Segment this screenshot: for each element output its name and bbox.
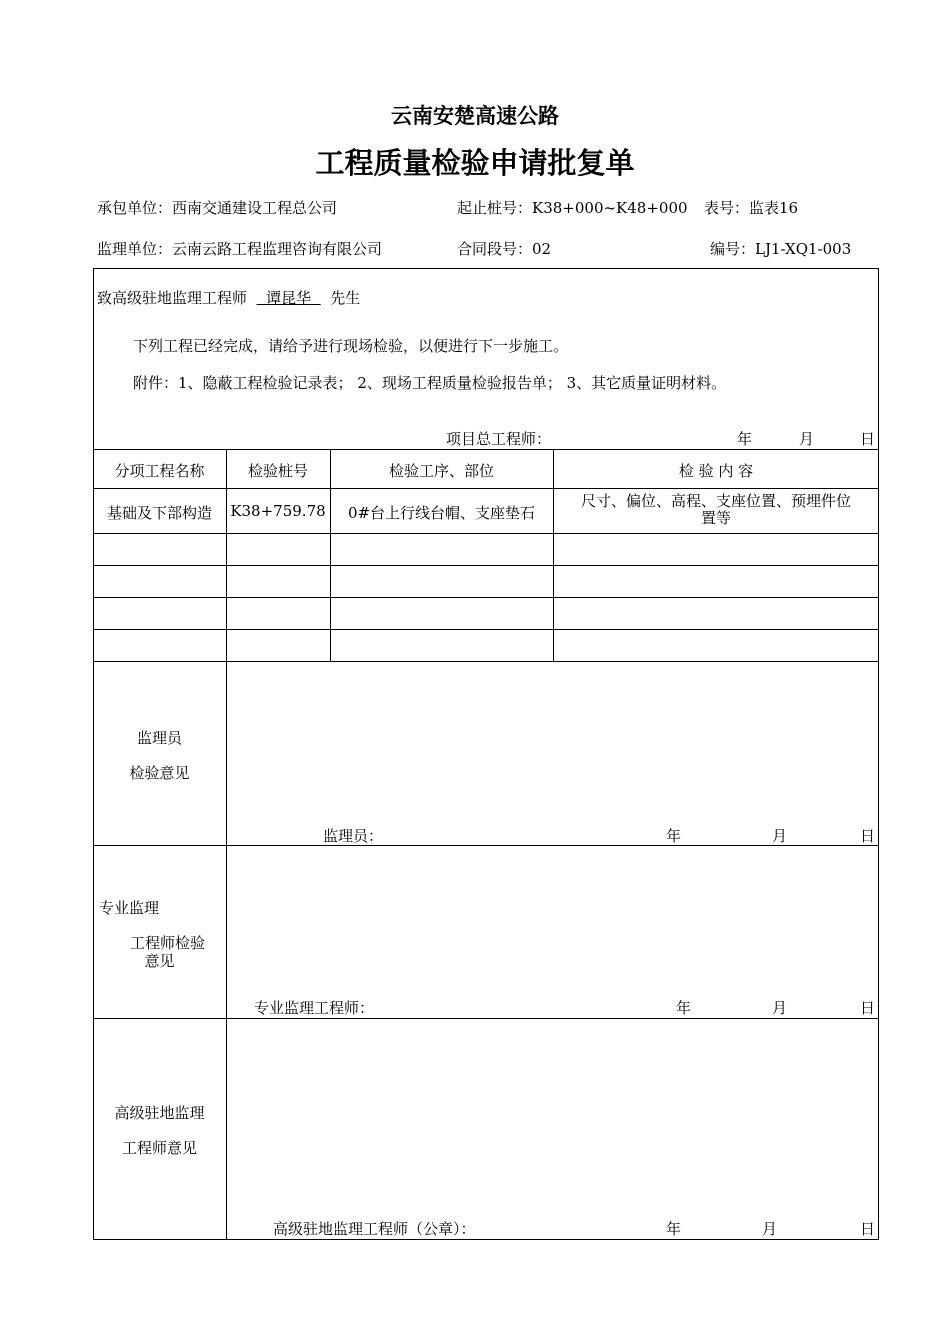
- attachments: 附件：1、隐蔽工程检验记录表； 2、现场工程质量检验报告单； 3、其它质量证明材料。: [133, 374, 727, 392]
- resident-month: 月: [762, 1220, 778, 1238]
- request-body: 下列工程已经完成，请给予进行现场检验，以便进行下一步施工。: [133, 337, 569, 355]
- specialist-signer: 专业监理工程师：: [254, 999, 375, 1017]
- specialist-day: 日: [860, 999, 876, 1017]
- date-day: 日: [860, 430, 876, 448]
- divider: [93, 661, 879, 662]
- specialist-month: 月: [772, 999, 788, 1017]
- col-divider: [226, 661, 227, 1240]
- col-header-process: 检验工序、部位: [388, 462, 494, 480]
- serial-number: 编号：LJ1-XQ1-003: [710, 240, 852, 258]
- divider: [93, 533, 879, 534]
- engineer-name: 谭昆华: [266, 289, 312, 307]
- date-month: 月: [799, 430, 815, 448]
- chief-engineer-signature: 项目总工程师：: [446, 430, 552, 448]
- station-range: 起止桩号：K38+000~K48+000: [457, 199, 688, 217]
- resident-label-2: 工程师意见: [121, 1139, 197, 1157]
- divider: [93, 845, 879, 846]
- col-header-item: 分项工程名称: [114, 462, 205, 480]
- project-title: 云南安楚高速公路: [391, 104, 559, 128]
- inspector-signer: 监理员：: [323, 827, 384, 845]
- row1-content-line1: 尺寸、偏位、高程、支座位置、预埋件位: [580, 492, 851, 510]
- date-year: 年: [737, 430, 753, 448]
- col-header-station: 检验桩号: [247, 462, 308, 480]
- resident-year: 年: [666, 1220, 682, 1238]
- divider: [93, 449, 879, 450]
- resident-signer: 高级驻地监理工程师（公章）：: [273, 1220, 476, 1238]
- form-table: [93, 268, 879, 1240]
- divider: [93, 1018, 879, 1019]
- specialist-label-3: 意见: [144, 952, 175, 970]
- form-title: 工程质量检验申请批复单: [315, 146, 635, 180]
- row1-content: [553, 493, 879, 527]
- resident-day: 日: [860, 1220, 876, 1238]
- inspector-label-1: 监理员: [136, 729, 182, 747]
- divider: [93, 597, 879, 598]
- specialist-label-1: 专业监理: [99, 899, 160, 917]
- recipient-prefix: 致高级驻地监理工程师: [97, 289, 248, 307]
- row1-station: K38+759.78: [230, 502, 326, 520]
- request-recipient: [97, 287, 360, 308]
- specialist-year: 年: [676, 999, 692, 1017]
- form-number: 表号：监表16: [704, 199, 799, 217]
- recipient-suffix: 先生: [330, 289, 361, 307]
- row1-item: 基础及下部构造: [106, 504, 212, 522]
- divider: [93, 488, 879, 489]
- resident-label-1: 高级驻地监理: [114, 1104, 205, 1122]
- supervisor-unit: 监理单位：云南云路工程监理咨询有限公司: [97, 240, 383, 258]
- inspector-day: 日: [860, 827, 876, 845]
- row1-process: 0#台上行线台帽、支座垫石: [347, 504, 536, 522]
- inspector-year: 年: [666, 827, 682, 845]
- divider: [93, 629, 879, 630]
- col-header-content: 检 验 内 容: [678, 462, 754, 480]
- row1-content-line2: 置等: [700, 509, 731, 527]
- divider: [93, 565, 879, 566]
- inspector-label-2: 检验意见: [129, 764, 190, 782]
- inspector-month: 月: [772, 827, 788, 845]
- contractor-label: 承包单位：西南交通建设工程总公司: [97, 199, 338, 217]
- contract-section: 合同段号：02: [457, 240, 552, 258]
- specialist-label-2: 工程师检验: [130, 934, 206, 952]
